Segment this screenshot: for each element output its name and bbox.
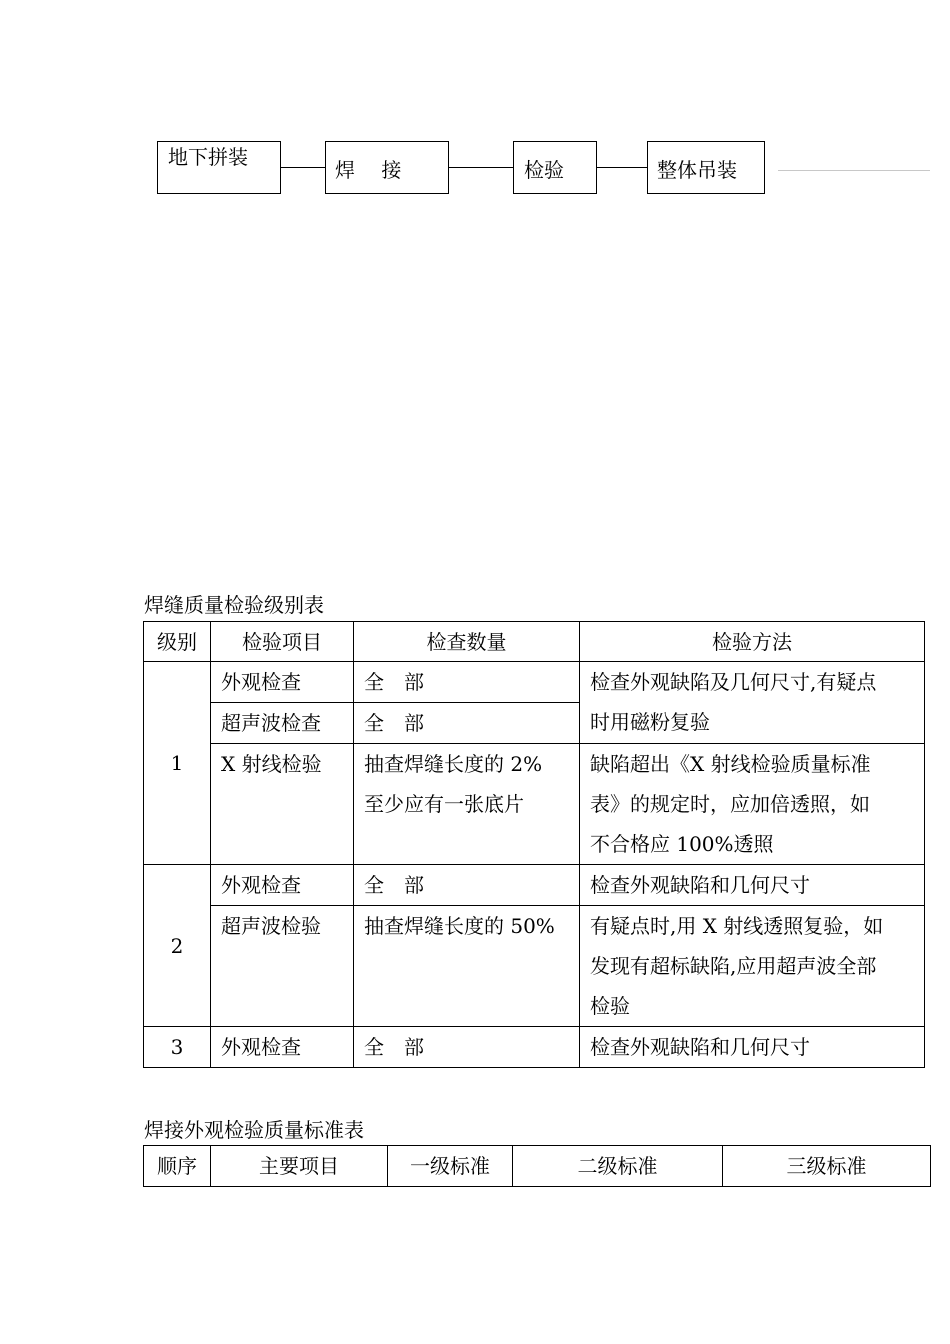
quantity-cell: 抽查焊缝长度的 50% [354, 906, 580, 1027]
quantity-cell: 全 部 [354, 662, 580, 703]
grade-table [143, 621, 925, 1068]
flow-connector [449, 167, 513, 168]
method-cell: 检查外观缺陷和几何尺寸 [580, 865, 925, 906]
header-grade-2-standard: 二级标准 [513, 1146, 723, 1187]
table-row [144, 865, 925, 906]
grade-cell: 1 [144, 662, 211, 865]
header-main-item: 主要项目 [211, 1146, 388, 1187]
flow-connector [281, 167, 325, 168]
flow-step-label: 地下拼装 [168, 145, 248, 169]
flow-step-overall-lifting [647, 141, 765, 194]
flow-connector [597, 167, 647, 168]
flow-step-label: 焊 接 [335, 158, 402, 182]
method-cell [580, 744, 925, 865]
method-line: 不合格应 100%透照 [590, 832, 774, 856]
header-grade-1-standard: 一级标准 [388, 1146, 513, 1187]
table-row [144, 662, 925, 703]
method-line: 检验 [590, 994, 630, 1018]
standard-table-caption: 焊接外观检验质量标准表 [144, 1118, 364, 1142]
item-cell: 超声波检查 [211, 703, 354, 744]
flow-connector-trailing [778, 170, 930, 171]
quantity-cell: 全 部 [354, 703, 580, 744]
quantity-line: 抽查焊缝长度的 2% [364, 752, 543, 776]
header-order: 顺序 [144, 1146, 211, 1187]
item-cell: 超声波检验 [211, 906, 354, 1027]
flow-step-ground-assembly [157, 141, 281, 194]
header-grade-3-standard: 三级标准 [723, 1146, 931, 1187]
method-line: 有疑点时,用 X 射线透照复验，如 [590, 914, 884, 938]
method-cell: 检查外观缺陷和几何尺寸 [580, 1027, 925, 1068]
header-quantity: 检查数量 [354, 622, 580, 662]
header-item: 检验项目 [211, 622, 354, 662]
item-cell: 外观检查 [211, 662, 354, 703]
table-header-row [144, 1146, 931, 1187]
flow-step-welding [325, 141, 449, 194]
method-line: 发现有超标缺陷,应用超声波全部 [590, 954, 877, 978]
method-cell [580, 906, 925, 1027]
method-line: 检查外观缺陷及几何尺寸,有疑点 [590, 670, 877, 694]
table-header-row [144, 622, 925, 662]
standard-table [143, 1145, 931, 1187]
header-method: 检验方法 [580, 622, 925, 662]
grade-cell: 3 [144, 1027, 211, 1068]
grade-cell: 2 [144, 865, 211, 1027]
method-line: 表》的规定时，应加倍透照，如 [590, 792, 870, 816]
grade-table-caption: 焊缝质量检验级别表 [144, 593, 324, 617]
table-row [144, 744, 925, 865]
item-cell: X 射线检验 [211, 744, 354, 865]
header-grade: 级别 [144, 622, 211, 662]
item-cell: 外观检查 [211, 865, 354, 906]
flow-step-inspection [513, 141, 597, 194]
flow-step-label: 检验 [524, 158, 564, 182]
flow-step-label: 整体吊装 [657, 158, 737, 182]
table-row [144, 1027, 925, 1068]
quantity-cell [354, 744, 580, 865]
method-cell [580, 662, 925, 744]
quantity-cell: 全 部 [354, 1027, 580, 1068]
method-line: 时用磁粉复验 [590, 710, 710, 734]
method-line: 缺陷超出《X 射线检验质量标准 [590, 752, 871, 776]
quantity-cell: 全 部 [354, 865, 580, 906]
table-row [144, 906, 925, 1027]
quantity-line: 至少应有一张底片 [364, 792, 524, 816]
item-cell: 外观检查 [211, 1027, 354, 1068]
